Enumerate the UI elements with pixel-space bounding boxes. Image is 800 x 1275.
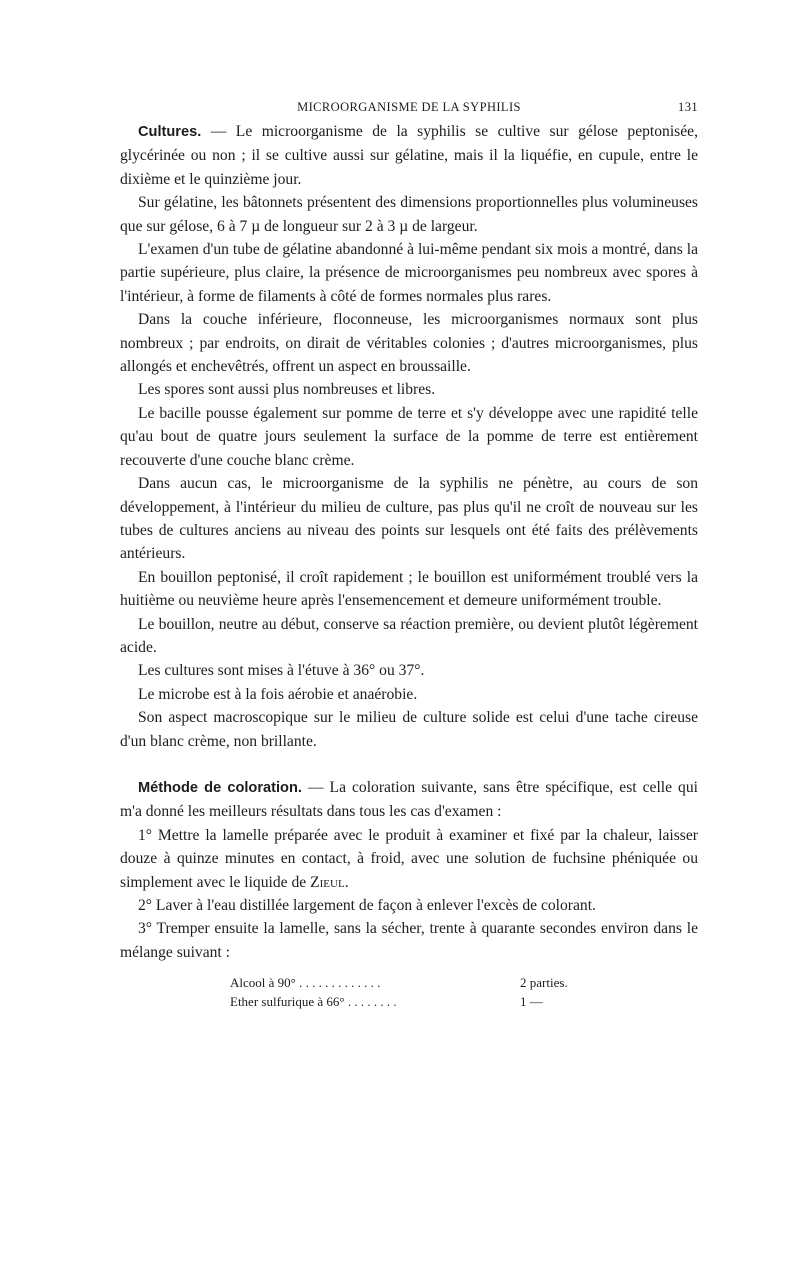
cultures-paragraph-8: En bouillon peptonisé, il croît rapidement ; le bouillon est uniformément troublé vers la huitième ou neuvième heure après l'ensemencement et demeure uniformément trouble.	[120, 568, 698, 610]
coloration-paragraph-1	[120, 776, 698, 824]
cultures-paragraph-2: Sur gélatine, les bâtonnets présentent des dimensions proportionnelles plus volumineuses que sur gélose, 6 à 7 µ de longueur sur 2 à 3 µ de largeur.	[120, 194, 698, 235]
coloration-paragraph-2-end: .	[344, 873, 349, 891]
cultures-paragraph-6: Le bacille pousse également sur pomme de terre et s'y développe avec une rapidité telle qu'au bout de quatre jours seulement la surface de la pomme de terre est entièrement recouverte d'une couche blanc crème.	[120, 404, 698, 469]
cultures-paragraph-11: Le microbe est à la fois aérobie et anaérobie.	[138, 685, 418, 703]
cultures-paragraph-9: Le bouillon, neutre au début, conserve sa réaction première, ou devient plutôt légèrement acide.	[120, 615, 698, 656]
cultures-paragraph-4: Dans la couche inférieure, floconneuse, les microorganismes normaux sont plus nombreux ; par endroits, on dirait de véritables colonies ; d'autres microorganismes, plus allongés et enchevêtrés, offrent un aspect en broussaille.	[120, 311, 698, 376]
page-number: 131	[678, 100, 698, 114]
cultures-paragraph-1-text: — Le microorganisme de la syphilis se cultive sur gélose peptonisée, glycérinée ou non ; il se cultive aussi sur gélatine, mais il la liquéfie, en cupule, entre le dixième et le quinzième jour.	[120, 123, 698, 188]
recipe-row	[230, 973, 568, 992]
recipe-table	[230, 973, 568, 1011]
section-heading-cultures: Cultures.	[138, 124, 202, 140]
page	[120, 96, 698, 1011]
section-heading-coloration: Méthode de coloration.	[138, 779, 302, 796]
cultures-paragraph-7: Dans aucun cas, le microorganisme de la syphilis ne pénètre, au cours de son développement, à l'intérieur du milieu de culture, pas plus qu'il ne croît de nouveau sur les tubes de cultures anciens au niveau des points sur lesquels ont été faits des prélèvements antérieurs.	[120, 475, 698, 563]
cultures-paragraph-3: L'examen d'un tube de gélatine abandonné à lui-même pendant six mois a montré, dans la partie supérieure, plus claire, la présence de microorganismes peu nombreux avec spores à l'intérieur, à forme de filaments à côté de formes normales plus rares.	[120, 241, 698, 305]
recipe-quantity: 1 —	[520, 994, 543, 1010]
cultures-paragraph-10: Les cultures sont mises à l'étuve à 36° ou 37°.	[138, 662, 425, 680]
running-head	[120, 96, 698, 120]
coloration-paragraph-3: 2° Laver à l'eau distillée largement de façon à enlever l'excès de colorant.	[138, 897, 596, 914]
section-gap	[120, 753, 698, 776]
coloration-paragraph-2	[120, 824, 698, 894]
recipe-row	[230, 992, 568, 1011]
recipe-quantity: 2 parties.	[520, 975, 568, 991]
author-name: Zieul	[310, 873, 345, 891]
running-title: MICROORGANISME DE LA SYPHILIS	[297, 100, 521, 114]
cultures-paragraph-5: Les spores sont aussi plus nombreuses et libres.	[138, 381, 436, 399]
recipe-ingredient: Ether sulfurique à 66° . . . . . . . .	[230, 994, 397, 1010]
coloration-paragraph-1-text: — La coloration suivante, sans être spécifique, est celle qui m'a donné les meilleurs résultats dans tous les cas d'examen :	[120, 778, 698, 821]
recipe-ingredient: Alcool à 90° . . . . . . . . . . . . .	[230, 975, 381, 991]
cultures-paragraph-1	[120, 120, 698, 191]
coloration-paragraph-4: 3° Tremper ensuite la lamelle, sans la sécher, trente à quarante secondes environ dans le mélange suivant :	[120, 920, 698, 961]
cultures-paragraph-12: Son aspect macroscopique sur le milieu de culture solide est celui d'une tache cireuse d'un blanc crème, non brillante.	[120, 709, 698, 750]
coloration-paragraph-2-text: 1° Mettre la lamelle préparée avec le produit à examiner et fixé par la chaleur, laisser douze à quinze minutes en contact, à froid, avec une solution de fuchsine phéniquée ou simplement avec le liquide de	[120, 826, 698, 891]
